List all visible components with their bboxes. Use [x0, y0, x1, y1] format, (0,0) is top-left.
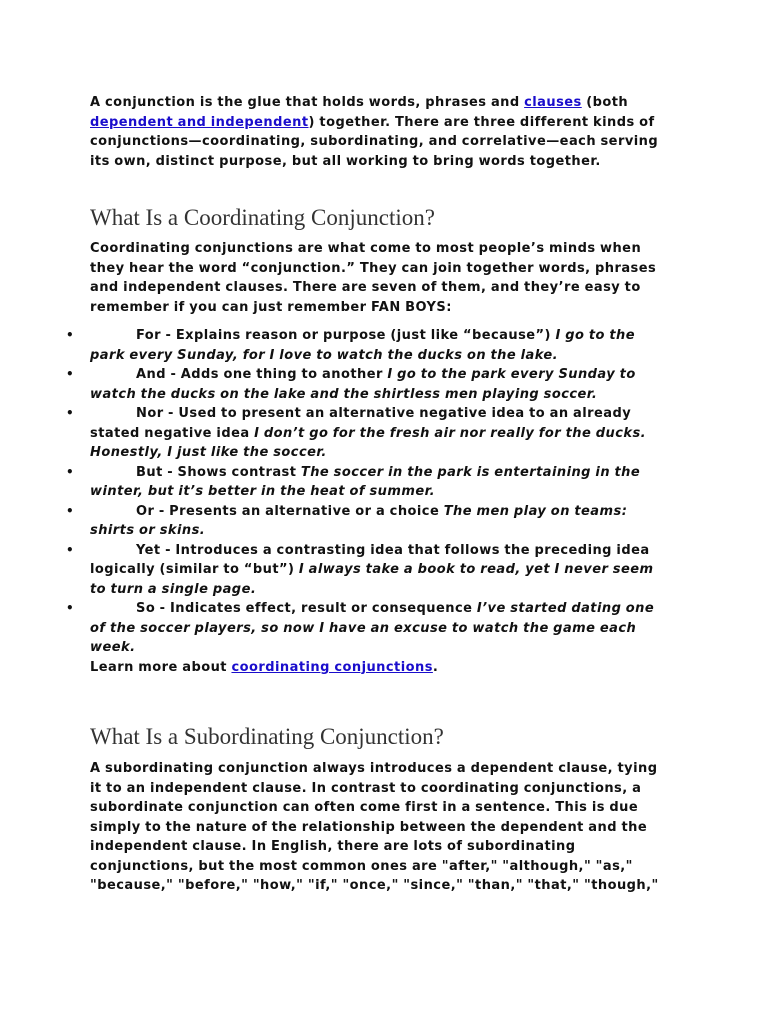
coordinating-conjunctions-link[interactable]: coordinating conjunctions — [231, 659, 433, 675]
bullet: • — [66, 542, 75, 557]
item-example: The men play on teams: shirts or skins. — [90, 503, 628, 538]
intro-text-start: A conjunction is the glue that holds words, phrases and — [90, 95, 525, 110]
item-example: I always take a book to read, yet I never seem to turn a single page. — [90, 562, 654, 597]
learn-more-prefix: Learn more about — [90, 659, 232, 675]
bullet: • — [66, 406, 75, 420]
subordinating-heading: What Is a Subordinating Conjunction? — [90, 724, 444, 749]
item-term: For - Explains reason or purpose (just like “because”) — [136, 328, 556, 343]
coordinating-intro: Coordinating conjunctions are what come to most people’s minds when they hear the word “conjunction.” They can join together words, phrases and independent clauses. There are seven of them, and they’re easy to remember if you can just remember FAN BOYS: — [90, 241, 657, 315]
item-example: I don’t go for the fresh air nor really for the ducks. Honestly, I just like the soccer. — [90, 425, 647, 460]
subordinating-paragraph: A subordinating conjunction always introduces a dependent clause, tying it to an independent clause. In contrast to coordinating conjunctions, a subordinate conjunction can often come first in a sentence. This is due simply to the nature of the relationship between the dependent and the independent clause. In English, there are lots of subordinating conjunctions, but the most common ones are "after," "although," "as," "because," "before," "how," "if," "once," "since," "than," "that," "though," — [90, 761, 659, 893]
item-term: Or - Presents an alternative or a choice — [136, 503, 444, 519]
list-item-or — [0, 502, 655, 541]
bullet: • — [66, 367, 75, 381]
dependent-independent-link[interactable]: dependent and independent — [90, 114, 309, 130]
item-term: So - Indicates effect, result or consequence — [136, 601, 477, 616]
list-item-nor — [0, 404, 655, 463]
intro-paragraph — [90, 93, 670, 171]
list-item-yet — [0, 541, 655, 600]
item-term: But - Shows contrast — [136, 464, 301, 480]
bullet: • — [66, 464, 75, 479]
bullet: • — [66, 328, 75, 342]
intro-text-middle: (both — [581, 95, 629, 110]
item-example: The soccer in the park is entertaining in the winter, but it’s better in the heat of summer. — [90, 464, 641, 499]
clauses-link[interactable]: clauses — [524, 95, 582, 110]
item-term: Nor - Used to present an alternative negative idea to an already stated negative idea — [90, 406, 632, 441]
bullet: • — [66, 601, 75, 615]
learn-more-line — [0, 658, 655, 678]
coordinating-heading: What Is a Coordinating Conjunction? — [90, 205, 435, 230]
intro-text-end: ) together. There are three different kinds of conjunctions—coordinating, subordinating, and correlative—each serving its own, distinct purpose, but all working to bring words together. — [90, 114, 659, 169]
list-item-and — [0, 365, 655, 404]
list-item-for — [0, 326, 655, 365]
learn-more-suffix: . — [432, 659, 439, 675]
item-term: And - Adds one thing to another — [136, 367, 388, 382]
list-item-so — [0, 599, 655, 658]
item-example: I go to the park every Sunday to watch the ducks on the lake and the shirtless men playing soccer. — [90, 367, 636, 402]
item-example: I go to the park every Sunday, for I love to watch the ducks on the lake. — [90, 328, 635, 363]
item-term: Yet - Introduces a contrasting idea that follows the preceding idea logically (similar to “but”) — [90, 542, 650, 577]
bullet: • — [66, 503, 75, 518]
list-item-but — [0, 463, 655, 502]
fanboys-list — [0, 326, 768, 677]
item-example: I’ve started dating one of the soccer players, so now I have an excuse to watch the game each week. — [90, 601, 655, 655]
